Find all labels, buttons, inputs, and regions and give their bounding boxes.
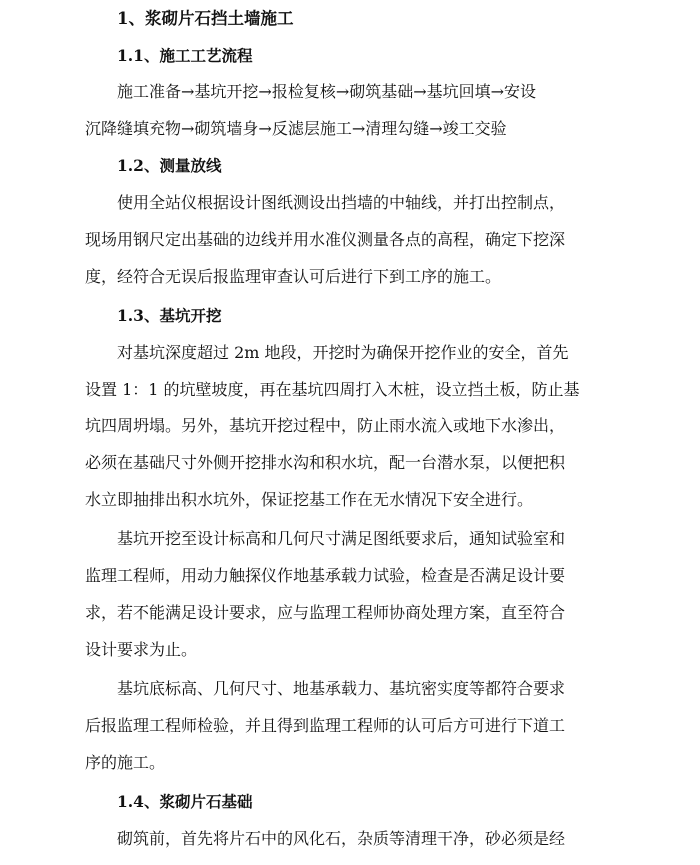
section-1-3-title: 1.3、基坑开挖 xyxy=(117,306,222,325)
section-1-3-line-2: 设置 1：1 的坑壁坡度，再在基坑四周打入木桩，设立挡土板，防止基 xyxy=(85,380,580,399)
section-1-4-line-1: 砌筑前，首先将片石中的风化石，杂质等清理干净，砂必须是经 xyxy=(117,829,566,848)
section-1-3-line-11: 后报监理工程师检验，并且得到监理工程师的认可后方可进行下道工 xyxy=(85,716,566,735)
section-1-2-line-2: 现场用钢尺定出基础的边线并用水准仪测量各点的高程，确定下挖深 xyxy=(85,230,566,249)
section-1-3-line-3: 坑四周坍塌。另外，基坑开挖过程中，防止雨水流入或地下水渗出， xyxy=(85,416,566,435)
section-1-3-line-6: 基坑开挖至设计标高和几何尺寸满足图纸要求后，通知试验室和 xyxy=(117,529,566,548)
heading-1: 1、浆砌片石挡土墙施工 xyxy=(117,9,294,28)
section-1-2-line-3: 度，经符合无误后报监理审查认可后进行下到工序的施工。 xyxy=(85,267,502,286)
section-1-2-line-1: 使用全站仪根据设计图纸测设出挡墙的中轴线，并打出控制点， xyxy=(117,193,566,212)
section-1-2-title: 1.2、测量放线 xyxy=(117,156,222,175)
section-1-3-line-8: 求，若不能满足设计要求，应与监理工程师协商处理方案，直至符合 xyxy=(85,603,566,622)
section-1-3-line-7: 监理工程师，用动力触探仪作地基承载力试验，检查是否满足设计要 xyxy=(85,566,566,585)
section-1-1-line-2: 沉降缝填充物→砌筑墙身→反滤层施工→清理勾缝→竣工交验 xyxy=(85,119,507,138)
section-1-1-line-1: 施工准备→基坑开挖→报检复核→砌筑基础→基坑回填→安设 xyxy=(117,82,537,101)
section-1-3-line-5: 水立即抽排出积水坑外，保证挖基工作在无水情况下安全进行。 xyxy=(85,490,534,509)
section-1-3-line-9: 设计要求为止。 xyxy=(85,640,198,659)
section-1-3-line-12: 序的施工。 xyxy=(85,753,166,772)
section-1-3-line-4: 必须在基础尺寸外侧开挖排水沟和积水坑，配一台潜水泵，以便把积 xyxy=(85,453,566,472)
section-1-3-line-1: 对基坑深度超过 2m 地段，开挖时为确保开挖作业的安全，首先 xyxy=(117,343,569,362)
section-1-1-title: 1.1、施工工艺流程 xyxy=(117,46,253,65)
section-1-3-line-10: 基坑底标高、几何尺寸、地基承载力、基坑密实度等都符合要求 xyxy=(117,679,566,698)
section-1-4-title: 1.4、浆砌片石基础 xyxy=(117,792,253,811)
